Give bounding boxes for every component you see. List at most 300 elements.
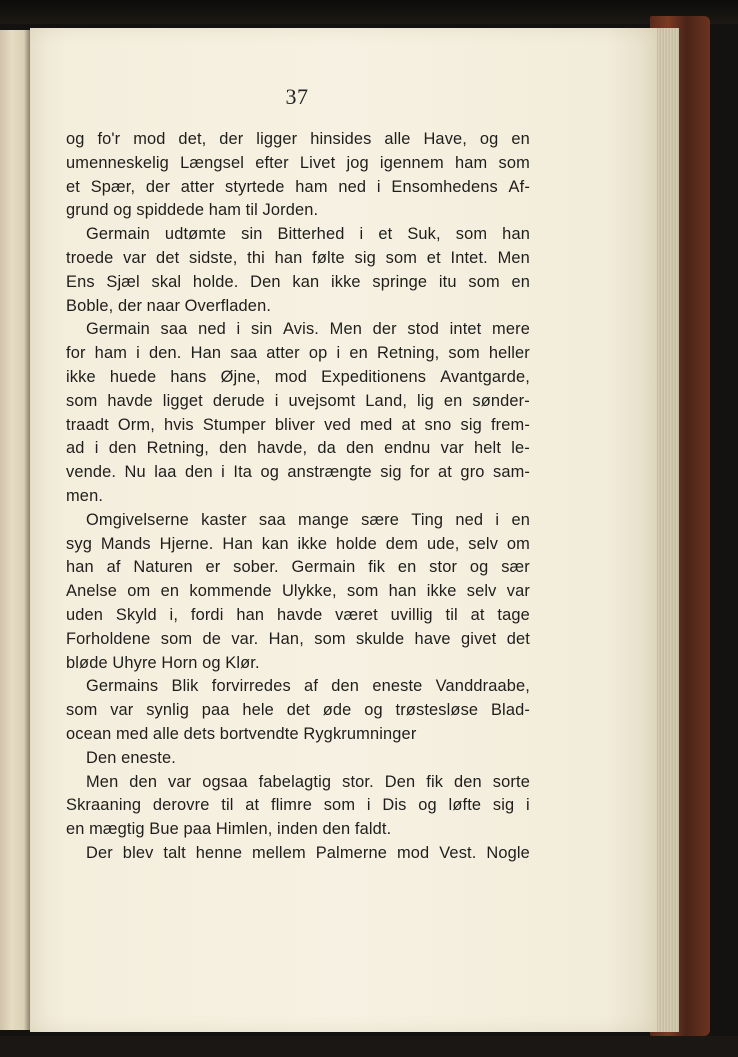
word: anstrængte xyxy=(287,463,372,482)
word: det xyxy=(506,629,530,648)
word: selv xyxy=(466,582,497,601)
text-line xyxy=(66,176,530,200)
word: mod xyxy=(396,843,430,862)
word: det, xyxy=(178,130,207,148)
word: med xyxy=(360,415,393,434)
word: han xyxy=(66,558,94,577)
word: thi xyxy=(247,248,265,267)
text-line xyxy=(66,628,530,652)
text-line xyxy=(66,366,530,390)
word: er xyxy=(205,558,221,577)
word: blev xyxy=(122,843,154,862)
word: til xyxy=(245,201,258,220)
word: itu xyxy=(438,272,457,291)
word: Avantgarde, xyxy=(440,367,530,386)
word: Retning, xyxy=(146,439,209,458)
word: som xyxy=(66,701,98,720)
word: bløde xyxy=(66,653,108,672)
word: holde xyxy=(336,534,377,553)
word: en xyxy=(511,272,530,291)
word: Hjerne. xyxy=(159,534,214,553)
word: i xyxy=(136,344,140,363)
word: af xyxy=(106,558,121,577)
word: ikke xyxy=(426,582,457,601)
word: alle xyxy=(384,130,411,148)
word: Spær, xyxy=(90,177,136,196)
word: Den xyxy=(384,772,416,791)
word: der xyxy=(219,130,244,148)
word: Ita xyxy=(233,463,253,482)
word: fik xyxy=(368,558,386,577)
word: den xyxy=(129,772,158,791)
word: og xyxy=(66,130,85,148)
word: følte xyxy=(312,248,345,267)
word: mange xyxy=(298,510,349,529)
word: endnu xyxy=(384,439,431,458)
word: Rygkrumninger xyxy=(303,724,417,743)
word: om xyxy=(127,582,151,601)
word: den xyxy=(331,677,360,696)
text-line xyxy=(66,318,530,342)
word: frem- xyxy=(490,415,530,434)
text-line xyxy=(66,604,530,628)
word: ved xyxy=(324,415,351,434)
word: den xyxy=(184,463,213,482)
word: Nogle xyxy=(486,843,530,862)
body-text xyxy=(66,128,530,866)
word: ligget xyxy=(162,391,203,410)
word: var xyxy=(506,582,530,601)
word: for xyxy=(66,344,86,363)
word: Men xyxy=(86,772,119,791)
word: Han xyxy=(222,534,253,553)
text-line xyxy=(66,128,530,152)
word: trøstesløse xyxy=(395,701,479,720)
word: Expeditionens xyxy=(321,367,427,386)
word: en xyxy=(349,344,368,363)
word: sønder- xyxy=(472,391,530,410)
text-line xyxy=(66,247,530,271)
word: ham xyxy=(208,201,242,220)
word: et xyxy=(66,177,80,196)
word: ikke xyxy=(66,367,96,386)
text-line xyxy=(66,509,530,533)
word: Han, xyxy=(268,629,304,648)
word: saa xyxy=(258,510,286,529)
word: Anelse xyxy=(66,582,118,601)
word: Men xyxy=(497,248,530,267)
text-line xyxy=(66,533,530,557)
word: Ensomhedens xyxy=(391,177,498,196)
word: derovre xyxy=(152,796,210,815)
scan-background-bottom xyxy=(0,1036,738,1057)
word: inden xyxy=(277,820,318,839)
word: Palmerne xyxy=(315,843,388,862)
word: stod xyxy=(407,320,439,339)
word: henne xyxy=(195,843,243,862)
word: i xyxy=(526,796,530,815)
word: dets xyxy=(183,724,216,743)
word: Mands xyxy=(100,534,151,553)
word: sin xyxy=(241,225,263,244)
text-line xyxy=(66,818,530,842)
word: som xyxy=(314,629,346,648)
word: heller xyxy=(488,344,530,363)
word: Han xyxy=(190,344,222,363)
word: og xyxy=(479,130,499,148)
word: og xyxy=(469,558,489,577)
word: som xyxy=(455,225,488,244)
word: at xyxy=(401,415,416,434)
word: Ting xyxy=(411,510,444,529)
word: laa xyxy=(154,463,177,482)
word: atter xyxy=(266,344,300,363)
word: forvirredes xyxy=(211,677,291,696)
word: springe xyxy=(372,272,428,291)
word: eneste xyxy=(372,677,423,696)
word: traadt xyxy=(66,415,109,434)
word: da xyxy=(317,439,336,458)
word: ad xyxy=(66,439,85,458)
text-line xyxy=(66,152,530,176)
word: Ulykke, xyxy=(281,582,337,601)
word: Dis xyxy=(382,796,407,815)
word: Den xyxy=(250,272,281,291)
word: spiddede xyxy=(136,201,205,220)
word: Blad- xyxy=(490,701,530,720)
word: Der xyxy=(86,843,113,862)
word: Vanddraabe, xyxy=(435,677,530,696)
word: sig xyxy=(460,415,482,434)
word: som xyxy=(385,248,418,267)
word: kommende xyxy=(189,582,272,601)
word: huede xyxy=(109,367,157,386)
word: ude, xyxy=(426,534,460,553)
word: eneste. xyxy=(121,748,176,767)
word: mod xyxy=(274,367,308,386)
word: som xyxy=(346,582,379,601)
word: sær xyxy=(501,558,530,577)
word: Skyld xyxy=(115,605,157,624)
word: stor. xyxy=(342,772,374,791)
word: ham xyxy=(455,153,488,172)
word: den xyxy=(322,820,351,839)
word: som xyxy=(323,796,356,815)
word: en xyxy=(66,820,85,839)
word: at xyxy=(438,463,453,482)
word: mellem xyxy=(252,843,306,862)
text-line xyxy=(66,652,530,676)
word: styrtede xyxy=(225,177,285,196)
text-line xyxy=(66,437,530,461)
word: Bue xyxy=(149,820,179,839)
word: var xyxy=(168,772,192,791)
word: Af- xyxy=(508,177,530,196)
word: der xyxy=(145,177,171,196)
word: Stumper xyxy=(202,415,266,434)
word: selv xyxy=(468,534,499,553)
word: den xyxy=(219,439,247,458)
word: sig xyxy=(492,796,515,815)
word: og xyxy=(113,201,132,220)
word: fabelagtig xyxy=(258,772,332,791)
word: hele xyxy=(242,701,274,720)
word: Boble, xyxy=(66,296,114,315)
page-stack-edge xyxy=(655,28,679,1032)
word: skulde xyxy=(355,629,405,648)
word: holde. xyxy=(192,272,239,291)
word: der xyxy=(372,320,397,339)
word: som xyxy=(160,629,193,648)
text-line xyxy=(66,794,530,818)
word: saa xyxy=(230,344,258,363)
word: havde xyxy=(107,391,153,410)
word: af xyxy=(304,677,319,696)
word: til xyxy=(445,605,458,624)
word: et xyxy=(378,225,393,244)
word: havde, xyxy=(257,439,308,458)
word: skal xyxy=(151,272,182,291)
word: Germain xyxy=(86,225,150,244)
word: Livet xyxy=(299,153,336,172)
word: Orm, xyxy=(117,415,155,434)
word: den. xyxy=(149,344,182,363)
word: lig xyxy=(417,391,434,410)
word: have xyxy=(414,629,451,648)
word: og xyxy=(418,796,437,815)
word: Suk, xyxy=(407,225,441,244)
word: været xyxy=(335,605,378,624)
word: Omgivelserne xyxy=(86,510,189,529)
text-line xyxy=(66,747,530,771)
word: havde xyxy=(276,605,323,624)
word: ocean xyxy=(66,724,112,743)
word: Øjne, xyxy=(220,367,261,386)
word: ned xyxy=(198,320,226,339)
word: Nu xyxy=(124,463,146,482)
word: hans xyxy=(170,367,207,386)
word: uvillig xyxy=(390,605,433,624)
word: en xyxy=(443,391,463,410)
word: en xyxy=(160,582,180,601)
word: givet xyxy=(461,629,497,648)
word: saa xyxy=(160,320,188,339)
word: naar xyxy=(146,296,181,315)
word: men. xyxy=(66,486,104,505)
word: Have, xyxy=(423,130,468,148)
word: hinsides xyxy=(310,130,372,148)
word: øde xyxy=(322,701,352,720)
word: for xyxy=(410,463,430,482)
word: og xyxy=(202,653,221,672)
word: han xyxy=(236,605,265,624)
word: troede xyxy=(66,248,114,267)
word: paa xyxy=(183,820,212,839)
word: Intet. xyxy=(450,248,488,267)
text-line xyxy=(66,461,530,485)
word: Land, xyxy=(365,391,408,410)
word: mod xyxy=(133,130,166,148)
word: Den xyxy=(86,748,117,767)
text-line xyxy=(66,771,530,795)
word: fordi xyxy=(190,605,224,624)
word: der xyxy=(117,296,143,315)
word: Ens xyxy=(66,272,95,291)
facing-page-edge xyxy=(0,30,30,1030)
word: hvis xyxy=(164,415,194,434)
word: udtømte xyxy=(164,225,227,244)
word: i xyxy=(366,796,371,815)
word: ned xyxy=(338,177,367,196)
word: den xyxy=(454,772,482,791)
text-line xyxy=(66,485,530,509)
word: jog xyxy=(346,153,369,172)
word: i xyxy=(236,320,241,339)
text-line xyxy=(66,699,530,723)
word: ned xyxy=(455,510,484,529)
word: fo'r xyxy=(97,130,121,148)
word: mægtig xyxy=(89,820,145,839)
word: dem xyxy=(385,534,419,553)
word: Blik xyxy=(171,677,199,696)
text-line xyxy=(66,414,530,438)
word: sære xyxy=(361,510,400,529)
word: var. xyxy=(231,629,259,648)
word: Skraaning xyxy=(66,796,142,815)
word: Men xyxy=(329,320,362,339)
word: sig xyxy=(380,463,402,482)
word: kan xyxy=(261,534,289,553)
word: Overfladen. xyxy=(184,296,272,315)
word: ligger xyxy=(256,130,298,148)
word: bliver xyxy=(274,415,315,434)
word: løfte xyxy=(448,796,482,815)
book-page xyxy=(30,28,657,1032)
word: som xyxy=(448,344,480,363)
word: det xyxy=(156,248,180,267)
word: han xyxy=(274,248,303,267)
word: le- xyxy=(511,439,530,458)
word: et xyxy=(426,248,441,267)
word: Avis. xyxy=(283,320,319,339)
word: ikke xyxy=(297,534,328,553)
word: i, xyxy=(169,605,179,624)
word: Jorden. xyxy=(262,201,319,220)
word: ham xyxy=(295,177,328,196)
word: Germain xyxy=(86,320,150,339)
text-line xyxy=(66,675,530,699)
word: i xyxy=(359,225,364,244)
word: som xyxy=(66,391,98,410)
word: Germain xyxy=(291,558,356,577)
word: en xyxy=(511,130,530,148)
word: i xyxy=(495,510,500,529)
word: om xyxy=(506,534,530,553)
word: uvejsomt xyxy=(288,391,356,410)
word: sorte xyxy=(492,772,530,791)
text-line xyxy=(66,199,530,223)
word: op xyxy=(308,344,328,363)
word: Klør. xyxy=(225,653,260,672)
text-line xyxy=(66,295,530,319)
word: Retning, xyxy=(377,344,440,363)
scan-background-top xyxy=(0,0,738,24)
word: han xyxy=(388,582,417,601)
word: Forholdene xyxy=(66,629,151,648)
word: var xyxy=(110,701,134,720)
word: en xyxy=(397,558,417,577)
word: med xyxy=(116,724,149,743)
word: sober. xyxy=(233,558,279,577)
word: i xyxy=(336,344,341,363)
word: intet xyxy=(449,320,482,339)
word: stor xyxy=(429,558,458,577)
word: det xyxy=(286,701,310,720)
word: fik xyxy=(426,772,444,791)
text-line xyxy=(66,842,530,866)
word: ham xyxy=(94,344,128,363)
word: sig xyxy=(354,248,376,267)
word: den xyxy=(108,439,137,458)
word: Himlen, xyxy=(215,820,273,839)
word: kaster xyxy=(201,510,247,529)
word: til xyxy=(221,796,234,815)
word: den xyxy=(346,439,374,458)
word: ikke xyxy=(330,272,361,291)
word: Længsel xyxy=(180,153,245,172)
text-line xyxy=(66,580,530,604)
word: tage xyxy=(497,605,530,624)
word: kan xyxy=(292,272,320,291)
word: og xyxy=(364,701,383,720)
word: sin xyxy=(250,320,273,339)
word: atter xyxy=(180,177,215,196)
word: var xyxy=(123,248,147,267)
word: alle xyxy=(152,724,180,743)
word: synlig xyxy=(146,701,189,720)
word: mere xyxy=(492,320,530,339)
word: Naturen xyxy=(133,558,193,577)
word: han xyxy=(502,225,530,244)
word: uden xyxy=(66,605,104,624)
word: Bitterhed xyxy=(277,225,345,244)
word: at xyxy=(470,605,485,624)
text-line xyxy=(66,223,530,247)
text-line xyxy=(66,271,530,295)
word: i xyxy=(376,177,381,196)
word: og xyxy=(260,463,279,482)
word: Sjæl xyxy=(106,272,140,291)
word: grund xyxy=(66,201,109,220)
word: efter xyxy=(255,153,289,172)
word: flimre xyxy=(271,796,312,815)
word: de xyxy=(202,629,222,648)
word: at xyxy=(245,796,260,815)
word: helt xyxy=(474,439,502,458)
word: Germains xyxy=(86,677,159,696)
word: i xyxy=(274,391,279,410)
word: i xyxy=(221,463,225,482)
word: var xyxy=(440,439,464,458)
word: Horn xyxy=(161,653,198,672)
word: sidste, xyxy=(189,248,238,267)
word: sam- xyxy=(492,463,530,482)
word: syg xyxy=(66,534,92,553)
text-line xyxy=(66,556,530,580)
word: talt xyxy=(163,843,186,862)
text-line xyxy=(66,342,530,366)
word: umenneskelig xyxy=(66,153,169,172)
